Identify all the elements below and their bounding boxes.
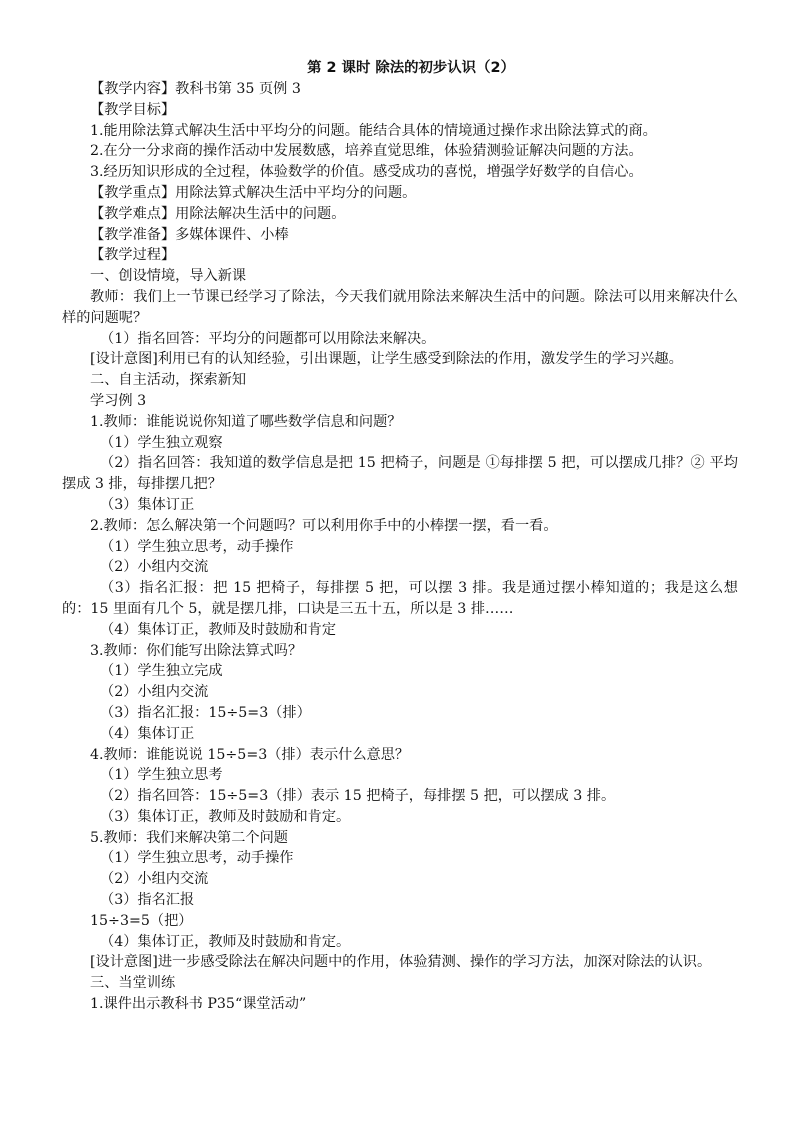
section-1-answer: （1）指名回答：平均分的问题都可以用除法来解决。 <box>100 330 436 347</box>
step-item: （1）学生独立思考 <box>100 767 223 784</box>
equation: 15÷3=5（把） <box>90 912 193 929</box>
question-2: 2.教师：怎么解决第一个问题吗？可以利用你手中的小棒摆一摆，看一看。 <box>90 517 558 534</box>
step-item: （1）学生独立观察 <box>100 434 223 451</box>
difficulty: 【教学难点】用除法解决生活中的问题。 <box>90 205 346 222</box>
section-3-title: 三、当堂训练 <box>90 975 176 992</box>
page-title: 第 2 课时 除法的初步认识（2） <box>307 60 515 76</box>
step-item: （3）集体订正，教师及时鼓励和肯定。 <box>100 808 351 825</box>
study-example: 学习例 3 <box>90 392 147 409</box>
step-item: （3）集体订正 <box>100 496 195 513</box>
objectives-heading: 【教学目标】 <box>90 101 176 118</box>
step-item: （1）学生独立思考，动手操作 <box>100 538 294 555</box>
section-1-intent: [设计意图]利用已有的认知经验，引出课题，让学生感受到除法的作用，激发学生的学习兴趣。 <box>90 351 683 368</box>
step-item: （4）集体订正 <box>100 725 195 742</box>
objective-item: 2.在分一分求商的操作活动中发展数感，培养直觉思维，体验猜测验证解决问题的方法。 <box>90 143 643 160</box>
process-heading: 【教学过程】 <box>90 247 176 264</box>
question-4: 4.教师：谁能说说 15÷5=3（排）表示什么意思？ <box>90 746 410 763</box>
step-item: （2）小组内交流 <box>100 871 209 888</box>
step-item: （2）指名回答：我知道的数学信息是把 15 把椅子，问题是 ①每排摆 5 把，可以摆成几排？② 平均摆成 3 排，每排摆几把？ <box>62 455 738 493</box>
step-item: （4）集体订正，教师及时鼓励和肯定 <box>100 621 337 638</box>
section-1-teacher: 教师：我们上一节课已经学习了除法，今天我们就用除法来解决生活中的问题。除法可以用来解决什么样的问题呢？ <box>62 288 738 326</box>
preparation: 【教学准备】多媒体课件、小棒 <box>90 226 289 243</box>
step-item: （3）指名汇报 <box>100 892 195 909</box>
step-item: （3）指名汇报：把 15 把椅子，每排摆 5 把，可以摆 3 排。我是通过摆小棒知道的；我是这么想的：15 里面有几个 5，就是摆几排，口诀是三五十五，所以是 3 排…… <box>62 580 738 617</box>
section-2-title: 二、自主活动，探索新知 <box>90 372 247 389</box>
question-1: 1.教师：谁能说说你知道了哪些数学信息和问题？ <box>90 413 402 430</box>
step-item: （3）指名汇报：15÷5=3（排） <box>100 704 311 721</box>
key-point: 【教学重点】用除法算式解决生活中平均分的问题。 <box>90 184 417 201</box>
step-item: （2）小组内交流 <box>100 684 209 701</box>
step-item: （4）集体订正，教师及时鼓励和肯定。 <box>100 933 351 950</box>
step-item: （1）学生独立完成 <box>100 663 223 680</box>
step-item: （2）小组内交流 <box>100 559 209 576</box>
section-1-title: 一、创设情境，导入新课 <box>90 268 247 285</box>
section-2-intent: [设计意图]进一步感受除法在解决问题中的作用，体验猜测、操作的学习方法，加深对除法的认识。 <box>90 954 712 971</box>
question-5: 5.教师：我们来解决第二个问题 <box>90 829 288 846</box>
objective-item: 3.经历知识形成的全过程，体验数学的价值。感受成功的喜悦，增强学好数学的自信心。 <box>90 164 643 181</box>
step-item: （2）指名回答：15÷5=3（排）表示 15 把椅子，每排摆 5 把，可以摆成 3 排。 <box>100 788 616 805</box>
document-page <box>62 58 738 1015</box>
question-3: 3.教师：你们能写出除法算式吗？ <box>90 642 303 659</box>
section-3-item: 1.课件出示教科书 P35“课堂活动” <box>90 996 307 1013</box>
teaching-content: 【教学内容】教科书第 35 页例 3 <box>90 81 301 97</box>
step-item: （1）学生独立思考，动手操作 <box>100 850 294 867</box>
objective-item: 1.能用除法算式解决生活中平均分的问题。能结合具体的情境通过操作求出除法算式的商。 <box>90 122 657 139</box>
